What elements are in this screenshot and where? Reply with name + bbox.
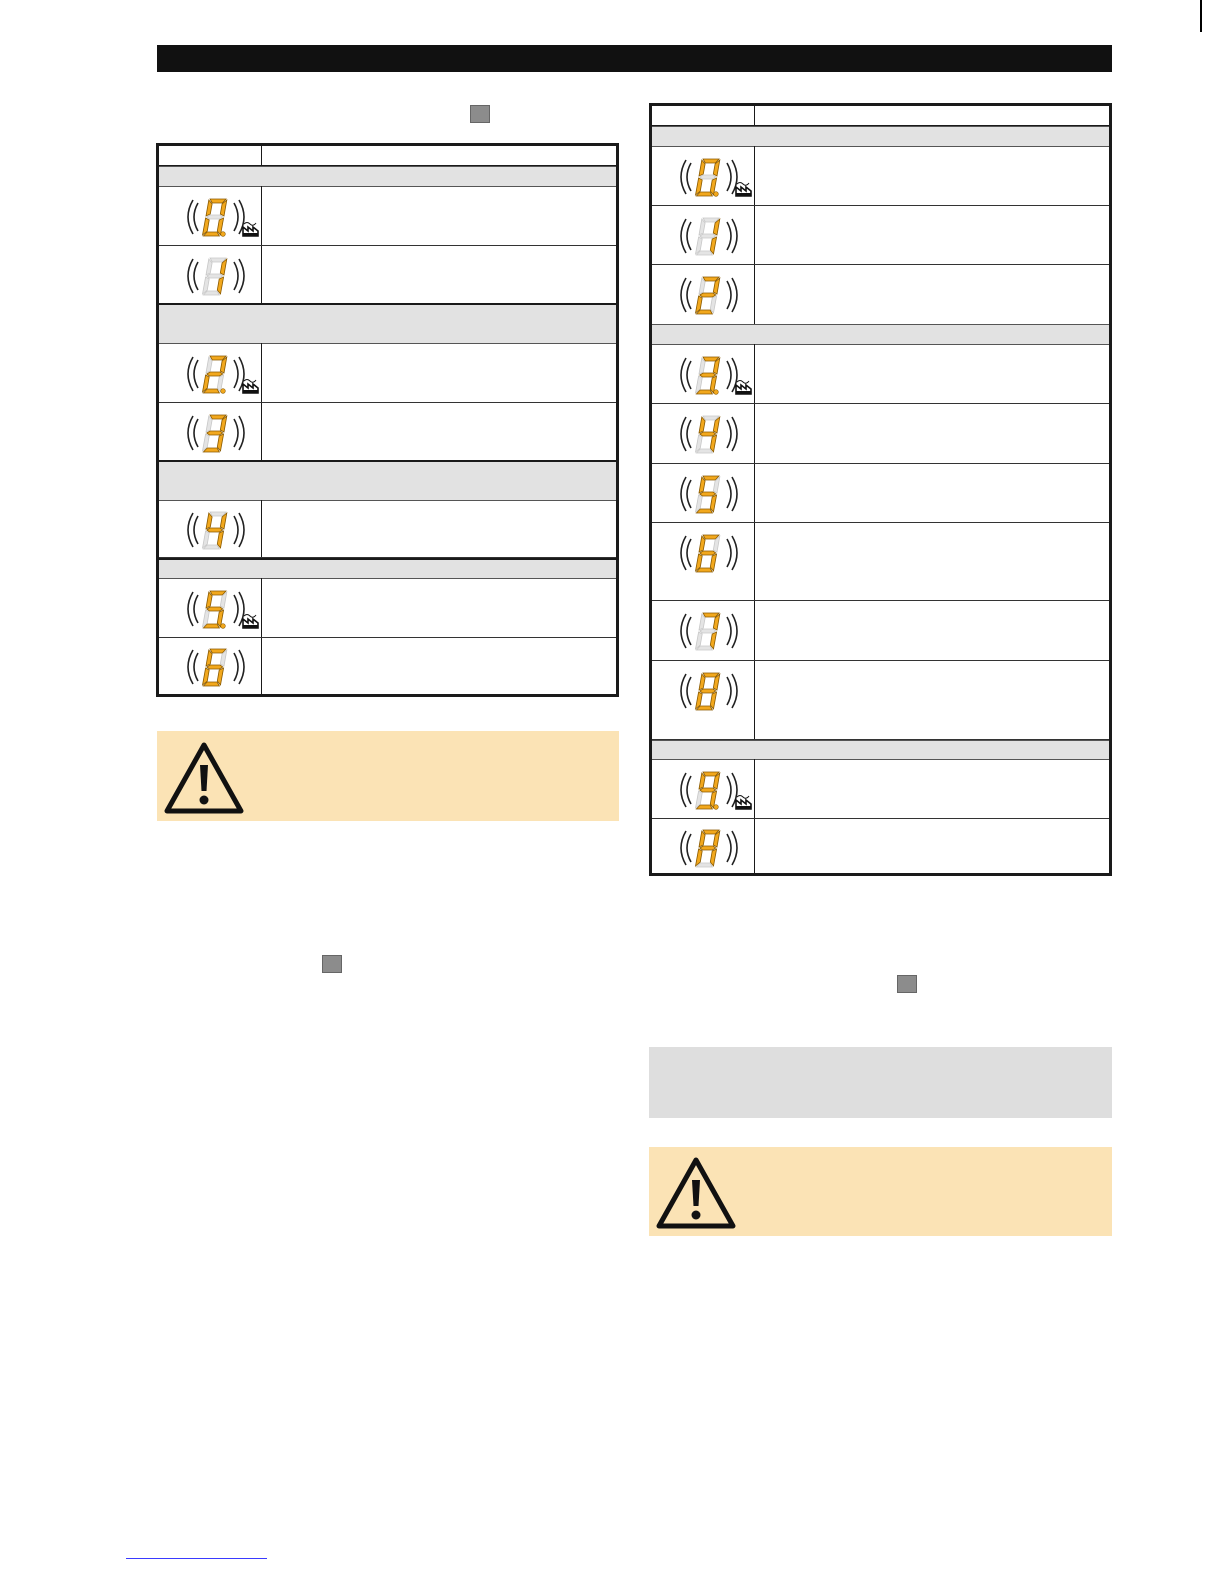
segment-c (710, 495, 716, 512)
table-row (652, 759, 1109, 819)
factory-icon (243, 615, 258, 629)
segment-g (700, 234, 716, 238)
gray-square-marker (897, 975, 917, 993)
decimal-dot (221, 624, 226, 629)
table-row (652, 661, 1109, 740)
segment-c (710, 237, 716, 254)
segment-f (206, 650, 212, 666)
segment-f (699, 358, 705, 374)
display-digit-icon (674, 825, 754, 871)
display-digit-icon (181, 351, 261, 397)
table-row (159, 500, 616, 558)
table-row (652, 206, 1109, 265)
segment-f (699, 614, 705, 630)
display-digit-icon (181, 194, 261, 240)
segment-f (699, 831, 705, 847)
section-row (159, 166, 616, 187)
display-digit-icon (674, 767, 754, 813)
segment-f (699, 773, 705, 789)
display-digit-icon (674, 272, 754, 318)
segment-c (217, 277, 223, 294)
table-header (652, 106, 1109, 127)
display-digit-icon (674, 213, 754, 259)
table-header (159, 146, 616, 167)
segment-f (206, 259, 212, 275)
table-row (159, 343, 616, 403)
warning-triangle-icon (163, 741, 245, 815)
display-digit-icon (674, 608, 754, 654)
factory-icon (243, 380, 258, 394)
segment-g (207, 607, 223, 611)
table-row (652, 146, 1109, 206)
table-row (159, 246, 616, 304)
table-row (159, 186, 616, 246)
table-row (652, 601, 1109, 661)
segment-g (700, 432, 716, 436)
segment-g (700, 551, 716, 555)
segment-f (206, 513, 212, 529)
display-digit-icon (674, 352, 754, 398)
segment-f (699, 536, 705, 552)
segment-f (206, 357, 212, 373)
segment-g (700, 846, 716, 850)
display-digit-icon (181, 586, 261, 632)
segment-g (700, 293, 716, 297)
segment-g (207, 665, 223, 669)
warning-triangle-icon (655, 1156, 737, 1230)
header-bar (157, 45, 1112, 72)
segment-f (206, 200, 212, 216)
segment-g (207, 372, 223, 376)
segment-g (700, 492, 716, 496)
segment-f (699, 674, 705, 690)
segment-g (700, 373, 716, 377)
decimal-dot (221, 232, 226, 237)
segment-g (207, 215, 223, 219)
segment-f (699, 160, 705, 176)
segment-f (699, 219, 705, 235)
segment-g (700, 689, 716, 693)
segment-g (207, 528, 223, 532)
segment-g (207, 274, 223, 278)
display-digit-icon (181, 507, 261, 553)
section-row (652, 740, 1109, 760)
segment-g (700, 175, 716, 179)
segment-f (206, 592, 212, 608)
segment-g (700, 629, 716, 633)
display-digit-icon (674, 411, 754, 457)
decimal-dot (714, 192, 719, 197)
section-row (159, 558, 616, 579)
warning-box (157, 731, 619, 821)
section-row (159, 460, 616, 501)
segment-g (700, 788, 716, 792)
warning-box (649, 1147, 1112, 1236)
segment-f (699, 477, 705, 493)
table-row (652, 819, 1109, 873)
display-digit-icon (674, 154, 754, 200)
segment-c (710, 692, 716, 709)
factory-icon (736, 381, 751, 395)
gray-square-marker (470, 105, 490, 123)
display-digit-icon (181, 410, 261, 456)
table-row (652, 523, 1109, 601)
decimal-dot (714, 390, 719, 395)
factory-icon (736, 183, 751, 197)
footer-link-underline[interactable] (126, 1558, 267, 1559)
display-digit-icon (674, 668, 754, 714)
factory-icon (736, 796, 751, 810)
table-row (652, 404, 1109, 464)
display-digit-icon (674, 471, 754, 517)
display-digit-icon (181, 253, 261, 299)
segment-c (710, 632, 716, 649)
decimal-dot (221, 389, 226, 394)
table-row (159, 403, 616, 461)
segment-c (710, 554, 716, 571)
section-row (652, 324, 1109, 345)
segment-f (699, 278, 705, 294)
segment-c (217, 668, 223, 685)
segment-f (699, 417, 705, 433)
note-box (649, 1047, 1112, 1118)
segment-g (207, 431, 223, 435)
table-row (159, 638, 616, 694)
display-digit-icon (674, 530, 754, 576)
left-display-table (156, 143, 619, 697)
segment-c (710, 435, 716, 452)
right-display-table (649, 103, 1112, 876)
table-row (652, 344, 1109, 404)
table-row (652, 464, 1109, 523)
section-row (652, 126, 1109, 147)
section-row (159, 303, 616, 344)
display-digit-icon (181, 644, 261, 690)
segment-c (710, 296, 716, 313)
segment-c (710, 849, 716, 866)
table-row (159, 578, 616, 638)
segment-f (206, 416, 212, 432)
factory-icon (243, 223, 258, 237)
segment-c (217, 531, 223, 548)
table-row (652, 265, 1109, 325)
segment-c (217, 434, 223, 451)
decimal-dot (714, 805, 719, 810)
page-edge-mark (1200, 0, 1202, 32)
gray-square-marker (322, 955, 342, 973)
